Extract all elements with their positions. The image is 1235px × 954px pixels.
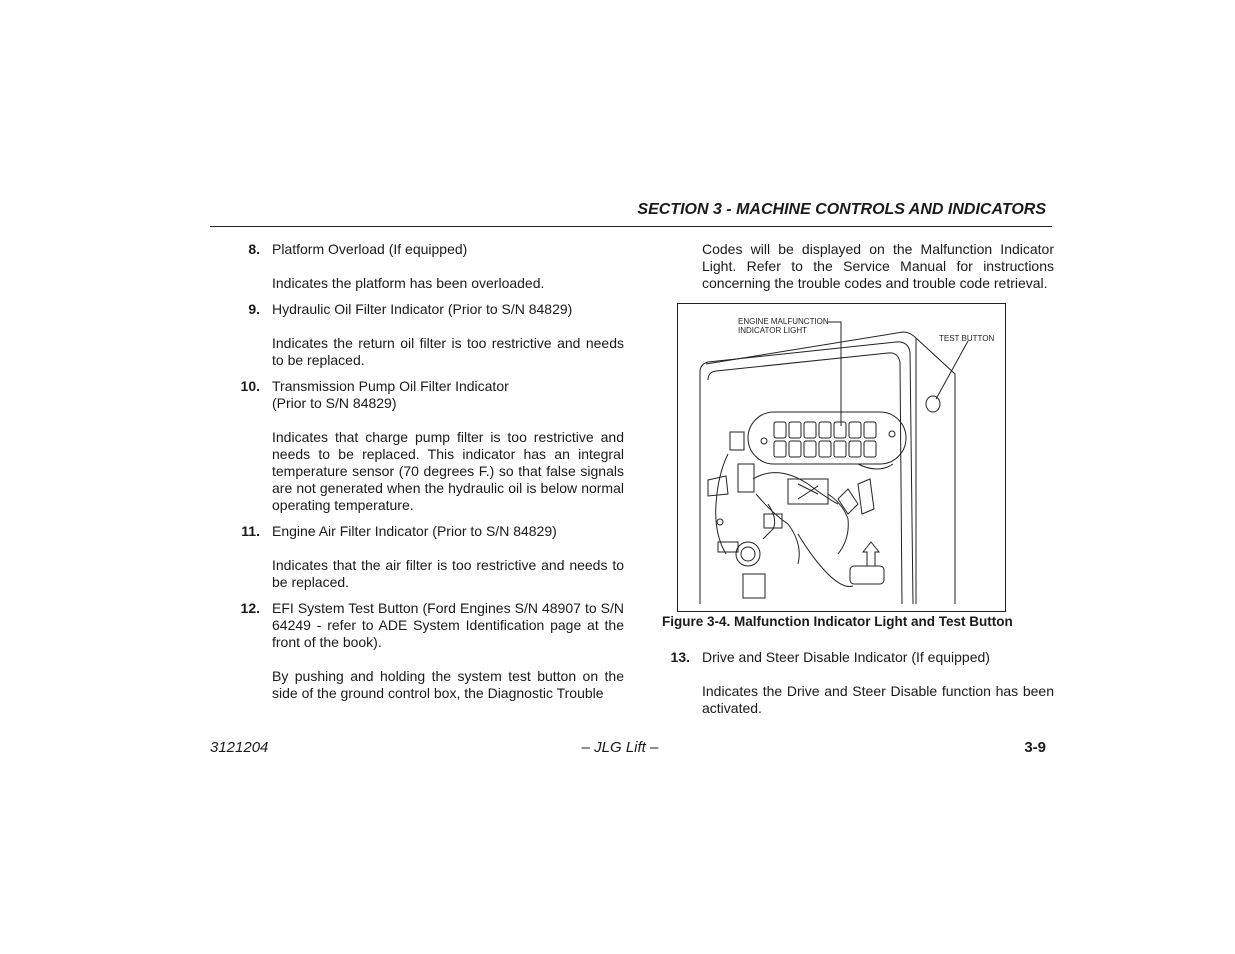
item-number: 12. (240, 600, 260, 616)
footer-brand: – JLG Lift – (581, 739, 659, 756)
item-number: 8. (248, 241, 260, 257)
list-item-12 (232, 600, 624, 702)
item-description: Indicates that the air filter is too restrictive and needs to be replaced. (272, 557, 624, 590)
item-title: Engine Air Filter Indicator (Prior to S/N 84829) (272, 523, 557, 539)
control-box-illustration (678, 304, 1005, 611)
list-item-10 (232, 378, 624, 514)
list-item-8 (232, 241, 624, 292)
item-description: By pushing and holding the system test button on the side of the ground control box, the Diagnostic Trouble (272, 668, 624, 701)
item-number: 11. (241, 523, 260, 539)
item-title: Hydraulic Oil Filter Indicator (Prior to S/N 84829) (272, 301, 573, 317)
left-column (232, 241, 624, 711)
label-engine-malfunction: ENGINE MALFUNCTION (738, 317, 829, 326)
section-title: SECTION 3 - MACHINE CONTROLS AND INDICATORS (637, 201, 1046, 218)
continuation-text: Codes will be displayed on the Malfunction Indicator Light. Refer to the Service Manual for instructions concerning the trouble codes and trouble code retrieval. (702, 241, 1054, 291)
item-number: 10. (240, 378, 260, 394)
list-item-11 (232, 523, 624, 591)
item-title: Platform Overload (If equipped) (272, 241, 468, 257)
item-number: 13. (670, 649, 690, 665)
figure-caption: Figure 3-4. Malfunction Indicator Light and Test Button (662, 614, 1013, 629)
item-title-continued: (Prior to S/N 84829) (272, 395, 397, 411)
page-number: 3-9 (1024, 739, 1046, 756)
item-title: Transmission Pump Oil Filter Indicator (272, 378, 509, 394)
header-rule (210, 226, 1052, 227)
item-title: Drive and Steer Disable Indicator (If equipped) (702, 649, 990, 665)
label-test-button: TEST BUTTON (939, 334, 995, 343)
list-item-13 (662, 649, 1054, 717)
label-indicator-light: INDICATOR LIGHT (738, 326, 808, 335)
item-title: EFI System Test Button (Ford Engines S/N 48907 to S/N 64249 - refer to ADE System Identification page at the front of the book). (272, 600, 624, 650)
item-description: Indicates the platform has been overloaded. (272, 275, 545, 291)
right-column (662, 241, 1054, 292)
item-description: Indicates the return oil filter is too restrictive and needs to be replaced. (272, 335, 624, 368)
indicator-light-grid (774, 422, 876, 457)
doc-number: 3121204 (210, 739, 269, 756)
item-number: 9. (248, 301, 260, 317)
item-description: Indicates that charge pump filter is too restrictive and needs to be replaced. This indicator has an integral temperature sensor (70 degrees F.) so that false signals are not generated when the hydraulic oil is below normal operating temperature. (272, 429, 624, 513)
item-description: Indicates the Drive and Steer Disable function has been activated. (702, 683, 1054, 716)
figure-malfunction-light (677, 303, 1006, 612)
right-column-lower (662, 649, 1054, 726)
list-item-9 (232, 301, 624, 369)
